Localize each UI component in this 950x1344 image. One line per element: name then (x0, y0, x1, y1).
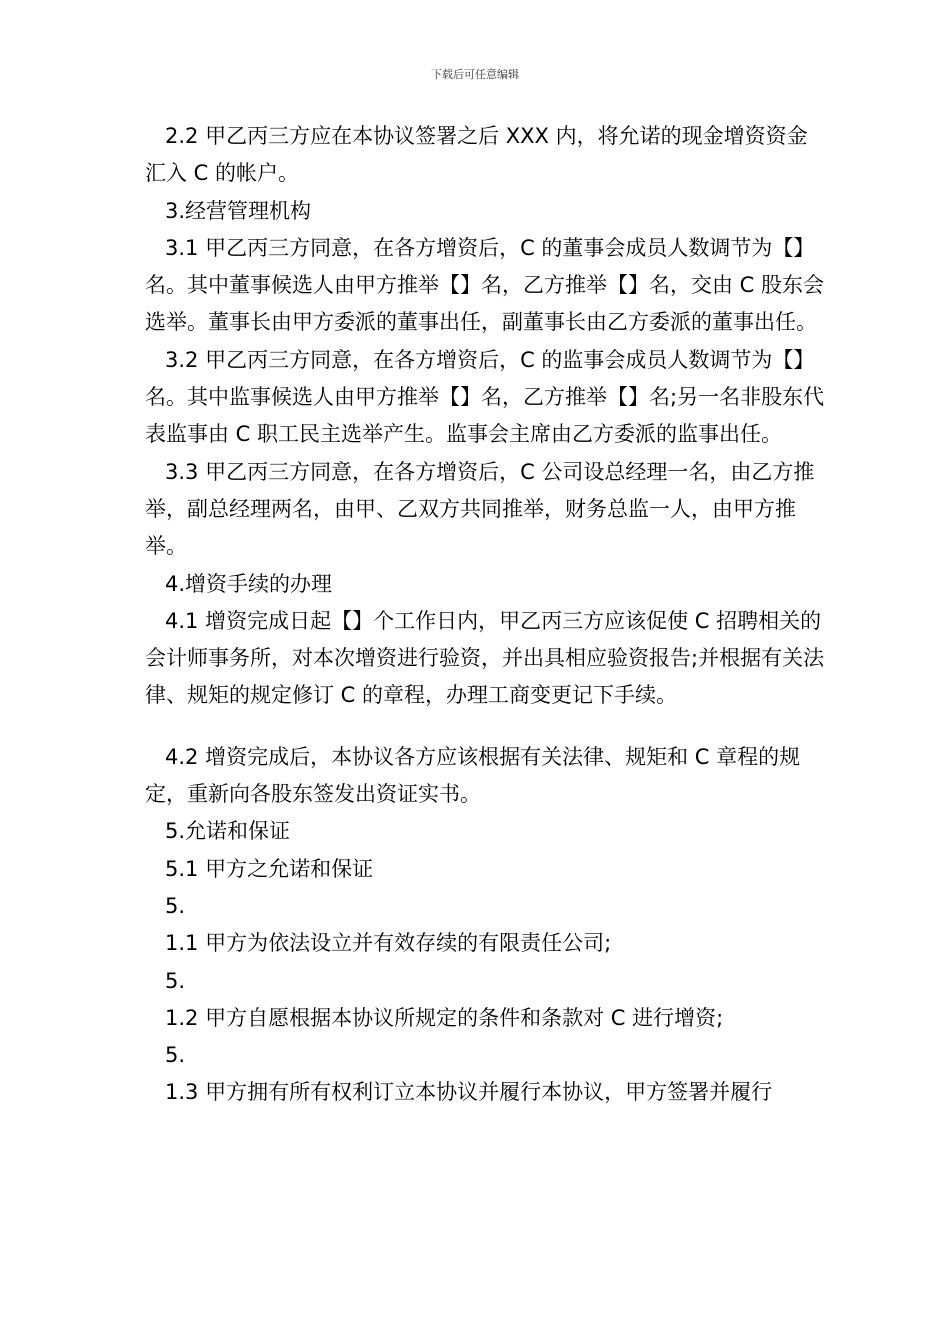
clause-number-fragment: 5. (165, 1043, 186, 1068)
section-4-heading: 4.增资手续的办理 (165, 571, 333, 596)
document-body (145, 118, 825, 1112)
clause-4-2: 4.2 增资完成后，本协议各方应该根据有关法律、规矩和 C 章程的规定，重新向各股东签发出资证实书。 (145, 744, 801, 807)
clause-5-1-1: 1.1 甲方为依法设立并有效存续的有限责任公司; (165, 931, 612, 956)
clause-3-3: 3.3 甲乙丙三方同意，在各方增资后，C 公司设总经理一名，由乙方推举，副总经理两名，由甲、乙双方共同推举，财务总监一人，由甲方推举。 (145, 459, 815, 559)
clause-5-1-heading: 5.1 甲方之允诺和保证 (165, 856, 374, 881)
clause-5-1-2: 1.2 甲方自愿根据本协议所规定的条件和条款对 C 进行增资; (165, 1005, 724, 1030)
clause-3-1: 3.1 甲乙丙三方同意，在各方增资后，C 的董事会成员人数调节为【】名。其中董事候选人由甲方推举【】名，乙方推举【】名，交由 C 股东会选举。董事长由甲方委派的董事出任，副董事长由乙方委派的董事出任。 (145, 235, 825, 335)
clause-5-1-3: 1.3 甲方拥有所有权利订立本协议并履行本协议，甲方签署并履行 (165, 1080, 773, 1105)
clause-number-fragment: 5. (165, 968, 186, 993)
clause-3-2: 3.2 甲乙丙三方同意，在各方增资后，C 的监事会成员人数调节为【】名。其中监事候选人由甲方推举【】名，乙方推举【】名;另一名非股东代表监事由 C 职工民主选举产生。监事会主席由乙方委派的监事出任。 (145, 347, 825, 447)
clause-number-fragment: 5. (165, 893, 186, 918)
clause-2-2: 2.2 甲乙丙三方应在本协议签署之后 XXX 内，将允诺的现金增资资金汇入 C 的帐户。 (145, 124, 808, 186)
section-3-heading: 3.经营管理机构 (165, 198, 312, 223)
paragraph-gap (145, 715, 825, 739)
page-header-note: 下载后可任意编辑 (431, 68, 519, 81)
clause-4-1: 4.1 增资完成日起【】个工作日内，甲乙丙三方应该促使 C 招聘相关的会计师事务所，对本次增资进行验资，并出具相应验资报告;并根据有关法律、规矩的规定修订 C 的章程，办理工商变更记下手续。 (145, 608, 825, 708)
section-5-heading: 5.允诺和保证 (165, 819, 291, 844)
